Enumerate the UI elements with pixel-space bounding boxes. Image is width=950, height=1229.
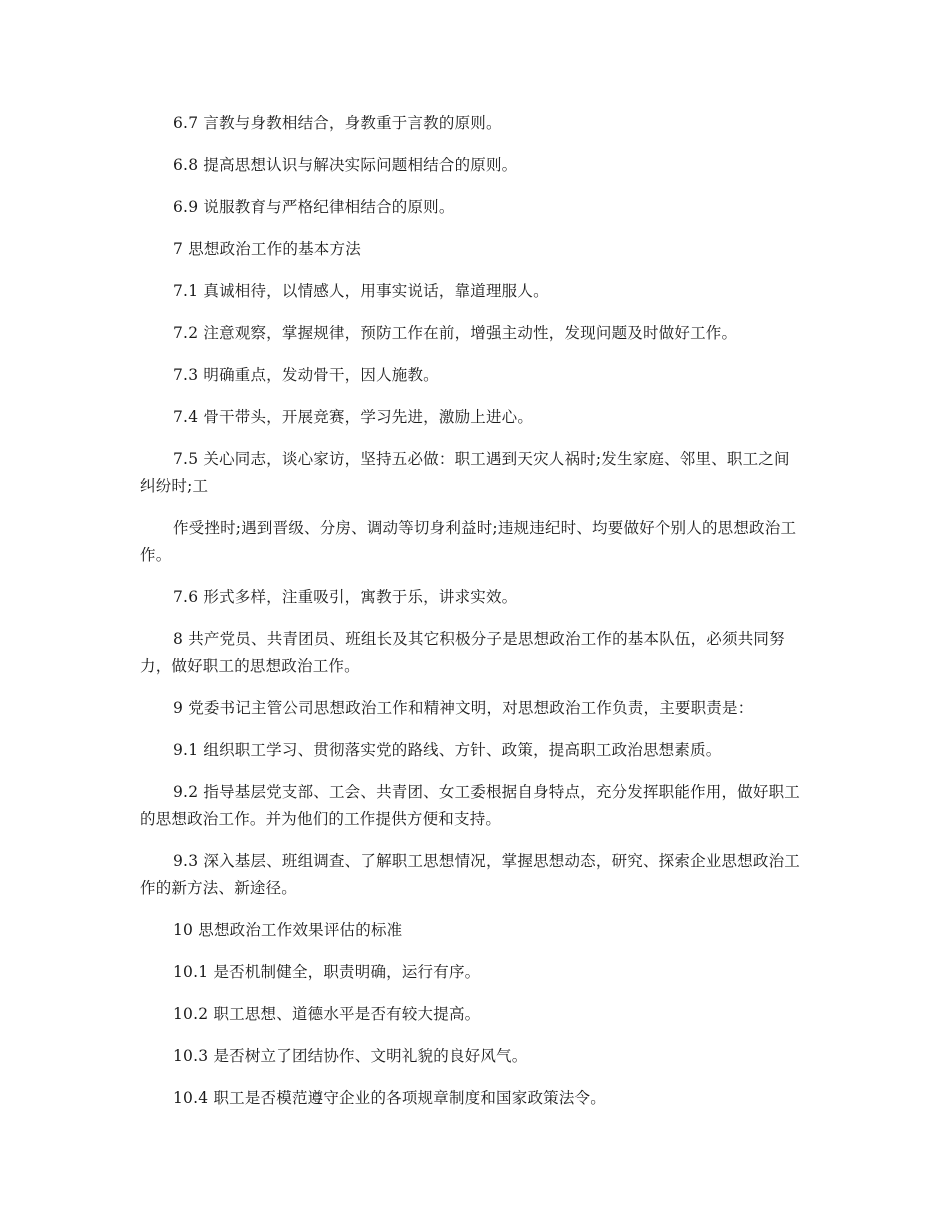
section-heading-10: 10 思想政治工作效果评估的标准	[173, 921, 403, 939]
document-body	[140, 110, 805, 1127]
section-heading-9: 9 党委书记主管公司思想政治工作和精神文明，对思想政治工作负责，主要职责是：	[173, 699, 754, 717]
paragraph-7-4: 7.4 骨干带头，开展竞赛，学习先进，激励上进心。	[173, 408, 534, 426]
paragraph-7-6: 7.6 形式多样，注重吸引，寓教于乐，讲求实效。	[173, 588, 518, 606]
paragraph-7-5-continued: 作受挫时;遇到晋级、分房、调动等切身利益时;违规违纪时、均要做好个别人的思想政治工作。	[140, 519, 797, 564]
paragraph-7-5: 7.5 关心同志，谈心家访，坚持五必做：职工遇到天灾人祸时;发生家庭、邻里、职工之间纠纷时;工	[140, 450, 790, 495]
paragraph-10-3: 10.3 是否树立了团结协作、文明礼貌的良好风气。	[173, 1047, 528, 1065]
paragraph-7-1: 7.1 真诚相待，以情感人，用事实说话，靠道理服人。	[173, 282, 549, 300]
paragraph-9-1: 9.1 组织职工学习、贯彻落实党的路线、方针、政策，提高职工政治思想素质。	[173, 741, 722, 759]
section-heading-8: 8 共产党员、共青团员、班组长及其它积极分子是思想政治工作的基本队伍，必须共同努力，做好职工的思想政治工作。	[140, 630, 785, 675]
paragraph-7-2: 7.2 注意观察，掌握规律，预防工作在前，增强主动性，发现问题及时做好工作。	[173, 324, 738, 342]
paragraph-9-2: 9.2 指导基层党支部、工会、共青团、女工委根据自身特点，充分发挥职能作用，做好职工的思想政治工作。并为他们的工作提供方便和支持。	[140, 783, 800, 828]
section-heading-7: 7 思想政治工作的基本方法	[173, 240, 361, 258]
paragraph-6-8: 6.8 提高思想认识与解决实际问题相结合的原则。	[173, 156, 518, 174]
paragraph-6-7: 6.7 言教与身教相结合，身教重于言教的原则。	[173, 114, 502, 132]
paragraph-7-3: 7.3 明确重点，发动骨干，因人施教。	[173, 366, 439, 384]
paragraph-10-1: 10.1 是否机制健全，职责明确，运行有序。	[173, 963, 481, 981]
paragraph-6-9: 6.9 说服教育与严格纪律相结合的原则。	[173, 198, 455, 216]
paragraph-9-3: 9.3 深入基层、班组调查、了解职工思想情况，掌握思想动态，研究、探索企业思想政治工作的新方法、新途径。	[140, 852, 800, 897]
paragraph-10-2: 10.2 职工思想、道德水平是否有较大提高。	[173, 1005, 481, 1023]
paragraph-10-4: 10.4 职工是否模范遵守企业的各项规章制度和国家政策法令。	[173, 1089, 606, 1107]
